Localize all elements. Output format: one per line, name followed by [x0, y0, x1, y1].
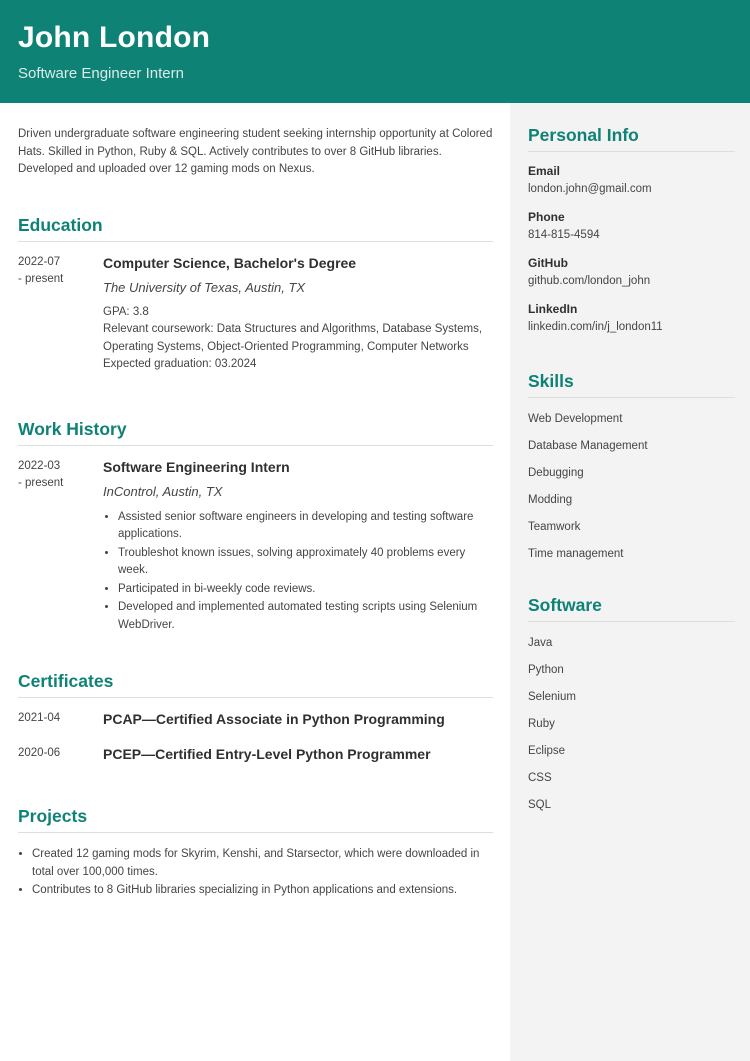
education-details: [103, 304, 493, 374]
skill-item: Modding: [528, 494, 573, 506]
main-column: [0, 103, 510, 1061]
work-entries: [18, 458, 493, 636]
sidebar: [510, 103, 750, 1061]
software-item: Eclipse: [528, 745, 566, 757]
section-education: [18, 215, 493, 374]
candidate-name: John London: [18, 21, 211, 54]
software-item: Ruby: [528, 718, 555, 730]
section-skills: [528, 371, 735, 560]
contact-list: [528, 163, 735, 336]
software-item: CSS: [528, 772, 552, 784]
section-divider: [528, 397, 735, 398]
summary-paragraph: Driven undergraduate software engineering student seeking internship opportunity at Colored Hats. Skilled in Python, Ruby & SQL. Actively contributes to over 8 GitHub libraries. Developed and uploaded over 12 gaming mods on Nexus.: [18, 128, 493, 175]
position-title: Software Engineering Intern: [103, 458, 290, 475]
entry-body: [103, 745, 493, 763]
section-divider: [528, 151, 735, 152]
entry-body: [103, 710, 493, 728]
skills-heading: Skills: [528, 371, 574, 391]
education-heading: Education: [18, 214, 103, 235]
entry-body: [103, 458, 493, 636]
entry-date-start: 2022-07: [18, 255, 61, 268]
entry-date-start: 2022-03: [18, 459, 61, 472]
contact-value: github.com/london_john: [528, 275, 651, 287]
certificate-title: PCEP—Certified Entry-Level Python Programmer: [103, 746, 431, 762]
education-detail-line: Expected graduation: 03.2024: [103, 358, 257, 370]
section-divider: [528, 621, 735, 622]
section-divider: [18, 241, 493, 242]
contact-item: [528, 301, 735, 336]
certificate-date: 2020-06: [18, 747, 61, 759]
software-list: [528, 637, 735, 811]
contact-label: Phone: [528, 210, 565, 224]
contact-item: [528, 209, 735, 244]
software-heading: Software: [528, 595, 602, 615]
candidate-job-title: Software Engineer Intern: [18, 65, 184, 82]
education-detail-line: GPA: 3.8: [103, 305, 149, 318]
work-history-heading: Work History: [18, 418, 127, 439]
skill-item: Web Development: [528, 413, 623, 425]
contact-item: [528, 163, 735, 198]
work-bullet: • Participated in bi-weekly code reviews.: [118, 581, 493, 599]
software-item: Selenium: [528, 691, 576, 703]
skill-item: Database Management: [528, 440, 648, 452]
work-bullet-list: [103, 509, 493, 635]
certificate-entries: [18, 710, 493, 763]
software-item: Python: [528, 664, 564, 676]
contact-label: LinkedIn: [528, 302, 578, 316]
education-detail-line: Relevant coursework: Data Structures and Algorithms, Database Systems, Operating Systems, Object-Oriented Programming, Computer Networks: [103, 323, 483, 353]
work-bullet: • Assisted senior software engineers in developing and testing software applications.: [118, 509, 493, 544]
entry-date-end: - present: [18, 272, 64, 285]
certificate-date: 2021-04: [18, 712, 61, 724]
contact-value: 814-815-4594: [528, 229, 600, 241]
skill-item: Time management: [528, 548, 624, 560]
certificate-title: PCAP—Certified Associate in Python Programming: [103, 711, 445, 727]
skill-item: Debugging: [528, 467, 584, 479]
work-entry: [18, 458, 493, 636]
education-entry: [18, 254, 493, 374]
skill-item: Teamwork: [528, 521, 581, 533]
projects-bullet-list: [18, 846, 493, 900]
contact-item: [528, 255, 735, 290]
contact-value: linkedin.com/in/j_london11: [528, 321, 663, 333]
institution-name: The University of Texas, Austin, TX: [103, 279, 306, 295]
entry-date-range: [18, 254, 103, 374]
education-entries: [18, 254, 493, 374]
company-name: InControl, Austin, TX: [103, 483, 223, 499]
projects-heading: Projects: [18, 806, 88, 826]
work-bullet: • Troubleshot known issues, solving approximately 40 problems every week.: [118, 545, 493, 580]
contact-value: london.john@gmail.com: [528, 183, 652, 195]
section-software: [528, 595, 735, 811]
section-projects: [18, 806, 493, 900]
certificate-entry: [18, 745, 493, 763]
software-item: Java: [528, 637, 553, 649]
section-work-history: [18, 419, 493, 636]
section-certificates: [18, 671, 493, 763]
body-columns: [0, 103, 750, 1061]
contact-label: Email: [528, 164, 561, 178]
certificates-heading: Certificates: [18, 671, 114, 691]
header: [0, 0, 750, 103]
certificate-entry: [18, 710, 493, 728]
degree-title: Computer Science, Bachelor's Degree: [103, 254, 357, 271]
section-personal-info: [528, 125, 735, 336]
entry-date-end: - present: [18, 476, 64, 489]
skills-list: [528, 413, 735, 560]
personal-info-heading: Personal Info: [528, 125, 639, 145]
contact-label: GitHub: [528, 256, 568, 270]
project-bullet: • Created 12 gaming mods for Skyrim, Kenshi, and Starsector, which were downloaded in total over 100,000 times.: [32, 846, 493, 881]
section-divider: [18, 832, 493, 833]
entry-body: [103, 254, 493, 374]
section-divider: [18, 697, 493, 698]
section-divider: [18, 445, 493, 446]
work-bullet: • Developed and implemented automated testing scripts using Selenium WebDriver.: [118, 599, 493, 634]
software-item: SQL: [528, 799, 552, 811]
entry-date-range: [18, 458, 103, 636]
project-bullet: • Contributes to 8 GitHub libraries specializing in Python applications and extensions.: [32, 882, 493, 900]
